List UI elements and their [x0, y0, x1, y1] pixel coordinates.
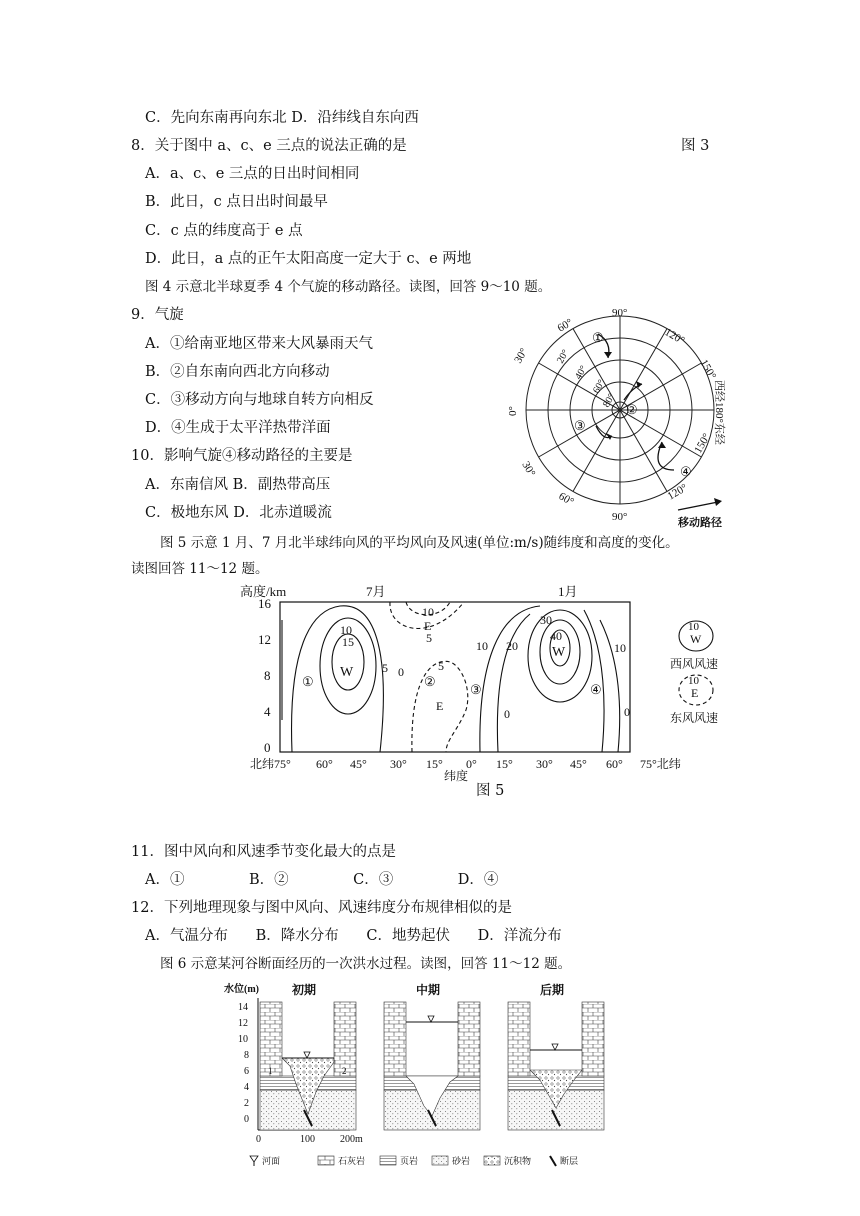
- xtick-15: 15°: [426, 757, 443, 771]
- q9-option-b: B．②自东南向西北方向移动: [145, 364, 330, 380]
- legend-east-label: 东风风速: [670, 711, 719, 725]
- xtick-60: 60°: [316, 757, 333, 771]
- fig5-caption: 图 5: [476, 783, 505, 799]
- contour-label-0-jan-left: 0: [504, 707, 510, 721]
- fig6-ytick-0: 0: [244, 1114, 249, 1125]
- ytick-8: 8: [264, 668, 271, 683]
- fig5-intro-line2: 读图回答 11～12 题。: [131, 561, 269, 577]
- q9-option-c: C．③移动方向与地球自转方向相反: [145, 392, 374, 408]
- contour-label-30-jan: 30: [540, 613, 552, 627]
- cyclone-3-label: ③: [574, 418, 586, 433]
- fig6-valley-sections: [220, 980, 620, 1170]
- fig4-polar-map: [500, 307, 760, 530]
- xtick-45: 45°: [350, 757, 367, 771]
- fig5-xlabel: 纬度: [444, 769, 469, 783]
- marker-2-early: 2: [342, 1066, 347, 1076]
- contour-label-10-jul: 10: [340, 623, 352, 637]
- q10-stem: 10．影响气旋④移动路径的主要是: [131, 448, 353, 464]
- q8-option-c: C．c 点的纬度高于 e 点: [145, 223, 303, 239]
- cyclone-4-label: ④: [680, 464, 692, 479]
- fig6-ytick-6: 6: [244, 1066, 249, 1077]
- xtick-75n-right: 75°北纬: [640, 757, 681, 771]
- lon-label-30-lower: 30°: [519, 459, 538, 479]
- lon-label-90-top: 90°: [612, 307, 628, 319]
- point-2: ②: [424, 674, 436, 689]
- fig5-wind-section: [240, 580, 740, 783]
- q9-option-d: D．④生成于太平洋热带洋面: [145, 420, 331, 436]
- panel-label-middle: 中期: [416, 983, 441, 997]
- lat-label-80: 80°: [601, 391, 618, 410]
- fig6-ylabel: 水位(m): [224, 984, 259, 995]
- xtick-30: 30°: [390, 757, 407, 771]
- lon-label-0: 0°: [507, 406, 519, 416]
- q7-options: C．先向东南再向东北 D．沿纬线自东向西: [145, 110, 419, 126]
- xtick-75n: 北纬75°: [250, 757, 291, 771]
- fig6-ytick-10: 10: [238, 1034, 248, 1045]
- fig5-ylabel: 高度/km: [240, 584, 287, 599]
- contour-label-5-east-upper: 5: [426, 631, 432, 645]
- lon-label-30-upper: 30°: [512, 346, 531, 366]
- contour-label-0-jul: 0: [398, 665, 404, 679]
- lon-label-180: 西经180°东经: [713, 380, 725, 445]
- q8-option-a: A．a、c、e 三点的日出时间相同: [145, 166, 360, 182]
- xtick-0: 0°: [466, 757, 477, 771]
- q8-option-d: D．此日，a 点的正午太阳高度一定大于 c、e 两地: [145, 251, 472, 267]
- panel-label-late: 后期: [540, 983, 565, 997]
- east-core-upper: E: [424, 619, 432, 633]
- contour-label-15-jul: 15: [342, 635, 354, 649]
- lon-label-60-lower: 60°: [556, 490, 576, 509]
- west-core-jan: W: [552, 645, 566, 660]
- xtick-45b: 45°: [570, 757, 587, 771]
- lat-label-20: 20°: [555, 347, 572, 366]
- panel-late: [508, 1002, 604, 1130]
- ytick-16: 16: [258, 596, 271, 611]
- east-core-lower: E: [436, 699, 444, 713]
- q10-options-cd: C．极地东风 D．北赤道暖流: [145, 505, 332, 521]
- fig6-xtick-0: 0: [256, 1134, 261, 1145]
- ytick-4: 4: [264, 704, 271, 719]
- xtick-60b: 60°: [606, 757, 623, 771]
- contour-label-10-east: 10: [422, 605, 434, 619]
- contour-label-5-jul: 5: [382, 661, 388, 675]
- contour-label-0-jan-right: 0: [624, 705, 630, 719]
- legend-sediment: 沉积物: [504, 1156, 532, 1166]
- point-1: ①: [302, 674, 314, 689]
- legend-limestone: 石灰岩: [338, 1156, 366, 1166]
- q12-options: A．气温分布 B．降水分布 C．地势起伏 D．洋流分布: [145, 928, 562, 944]
- fig6-ytick-4: 4: [244, 1082, 249, 1093]
- panel-label-early: 初期: [292, 983, 317, 997]
- fig6-ytick-8: 8: [244, 1050, 249, 1061]
- fig3-label: 图 3: [681, 138, 710, 154]
- q11-stem: 11．图中风向和风速季节变化最大的点是: [131, 844, 396, 860]
- contour-label-10-jan-left: 10: [476, 639, 488, 653]
- contour-label-10-jan-right: 10: [614, 641, 626, 655]
- q9-option-a: A．①给南亚地区带来大风暴雨天气: [145, 336, 373, 352]
- q12-stem: 12．下列地理现象与图中风向、风速纬度分布规律相似的是: [131, 900, 512, 916]
- contour-label-20-jan: 20: [506, 639, 518, 653]
- fig6-ytick-12: 12: [238, 1018, 248, 1029]
- legend-fault: 断层: [560, 1156, 579, 1166]
- point-3: ③: [470, 682, 482, 697]
- legend-path-label: 移动路径: [678, 517, 722, 529]
- lon-label-120: 120°: [662, 326, 687, 348]
- contour-label-40-jan: 40: [550, 629, 562, 643]
- fig4-intro: 图 4 示意北半球夏季 4 个气旋的移动路径。读图，回答 9～10 题。: [145, 279, 552, 295]
- q10-options-ab: A．东南信风 B．副热带高压: [145, 477, 331, 493]
- lat-label-40: 40°: [573, 363, 590, 382]
- legend-e: E: [691, 686, 699, 700]
- fig6-xtick-200: 200m: [340, 1134, 363, 1145]
- legend-west-label: 西风风速: [670, 657, 719, 671]
- panel-middle: [384, 1002, 480, 1130]
- label-july: 7月: [366, 584, 386, 599]
- q9-stem: 9．气旋: [131, 307, 184, 323]
- legend-e-value: 10: [688, 675, 699, 687]
- xtick-15b: 15°: [496, 757, 513, 771]
- legend-sandstone: 砂岩: [452, 1156, 471, 1166]
- lat-label-60: 60°: [591, 377, 608, 396]
- xtick-30b: 30°: [536, 757, 553, 771]
- lon-label-60-upper: 60°: [555, 316, 575, 335]
- point-4: ④: [590, 682, 602, 697]
- lon-label-90-bottom: 90°: [612, 511, 628, 523]
- legend-arrow-line: [678, 502, 718, 510]
- cyclone-1-label: ①: [592, 330, 604, 345]
- fig6-xtick-100: 100: [300, 1134, 315, 1145]
- lon-label-150: 150°: [697, 357, 719, 382]
- legend-w-value: 10: [688, 621, 699, 633]
- cyclone-2-label: ②: [626, 402, 638, 417]
- legend-w: W: [690, 632, 702, 646]
- fig6-intro: 图 6 示意某河谷断面经历的一次洪水过程。读图，回答 11～12 题。: [160, 956, 572, 972]
- label-january: 1月: [558, 584, 578, 599]
- fig5-intro-line1: 图 5 示意 1 月、7 月北半球纬向风的平均风向及风速(单位:m/s)随纬度和高度的变化。: [160, 535, 679, 551]
- q11-options: A．① B．② C．③ D．④: [145, 872, 499, 888]
- q8-stem: 8．关于图中 a、c、e 三点的说法正确的是: [131, 138, 407, 154]
- ytick-12: 12: [258, 632, 271, 647]
- lon-label-120-lower: 120°: [665, 481, 690, 503]
- lon-label-150-lower: 150°: [692, 431, 714, 456]
- q8-option-b: B．此日，c 点日出时间最早: [145, 194, 328, 210]
- fig6-ytick-14: 14: [238, 1002, 248, 1013]
- marker-1-early: 1: [268, 1066, 273, 1076]
- legend-shale: 页岩: [400, 1156, 419, 1166]
- west-core-jul: W: [340, 665, 354, 680]
- ytick-0: 0: [264, 740, 271, 755]
- legend-river: 河面: [262, 1156, 281, 1166]
- contour-label-5-east-lower: 5: [438, 659, 444, 673]
- fig6-ytick-2: 2: [244, 1098, 249, 1109]
